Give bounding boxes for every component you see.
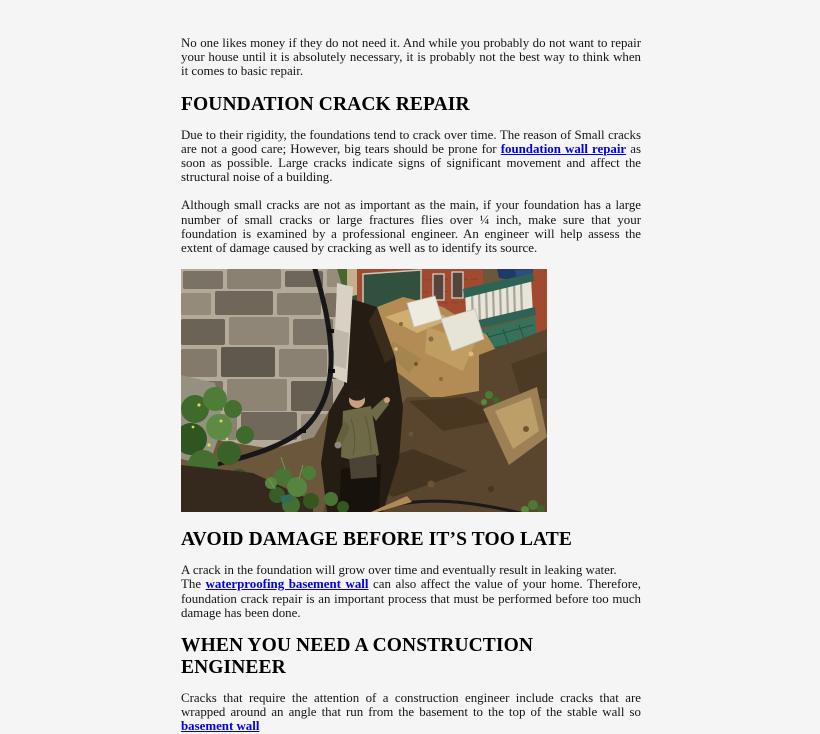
paragraph-foundation-cracks (181, 128, 641, 185)
foundation-wall-repair-link[interactable]: foundation wall repair (500, 141, 627, 156)
paragraph-text: The (181, 577, 206, 592)
paragraph-text: as soon as possible. Large cracks indicate signs of significant movement and affect the structural noise of a building. (181, 141, 642, 185)
paragraph-small-cracks: Although small cracks are not as important as the main, if your foundation has a large number of small cracks or large fractures flies over ¼ inch, make sure that your foundation is examined by a professional engineer. An engineer will help assess the extent of damage caused by cracking as well as to identify its source. (181, 198, 641, 256)
intro-paragraph: No one likes money if they do not need it. And while you probably do not want to repair your house until it is absolutely necessary, it is probably not the best way to think when it comes to basic repair. (181, 36, 641, 79)
foundation-trench-photo (181, 269, 547, 512)
paragraph-construction-engineer (181, 691, 641, 734)
basement-wall-link[interactable]: basement wall (181, 719, 260, 734)
heading-avoid-damage: AVOID DAMAGE BEFORE IT’S TOO LATE (181, 529, 573, 551)
heading-foundation-crack-repair: FOUNDATION CRACK REPAIR (181, 93, 470, 115)
paragraph-avoid-damage (181, 563, 641, 620)
heading-construction-engineer: WHEN YOU NEED A CONSTRUCTION ENGINEER (181, 635, 534, 679)
paragraph-text: Cracks that require the attention of a construction engineer include cracks that are wrapped around an angle that run from the basement to the top of the stable wall so (181, 691, 641, 720)
paragraph-text: Due to their rigidity, the foundations tend to crack over time. The reason of Small cracks are not a good care; However, big tears should be prone for (181, 127, 641, 156)
paragraph-text: can also affect the value of your home. Therefore, foundation crack repair is an important process that must be performed before too much damage has been done. (181, 577, 641, 620)
waterproofing-basement-wall-link[interactable]: waterproofing basement wall (205, 577, 369, 592)
paragraph-text: A crack in the foundation will grow over time and eventually result in leaking water. (181, 563, 617, 578)
article-page (181, 0, 641, 734)
